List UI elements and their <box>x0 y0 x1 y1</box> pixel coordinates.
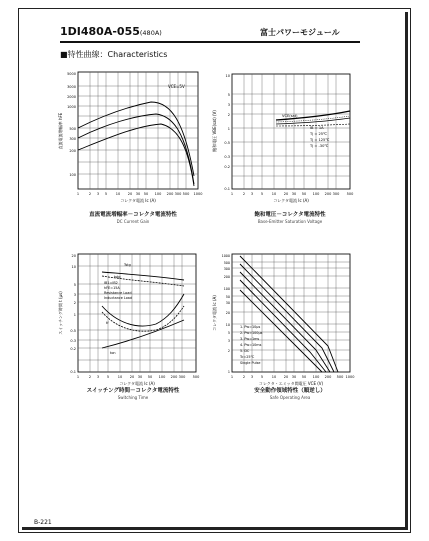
xtick: 10 <box>115 192 121 196</box>
ytick: 5 <box>227 331 230 335</box>
chart1-ylabel: 直流電流増幅率 hFE <box>58 112 63 150</box>
ytick: 0.3 <box>224 155 230 159</box>
annotation: Resistance Load <box>104 291 132 295</box>
chart3-xticks <box>77 375 199 379</box>
chart2-yticks <box>224 74 230 191</box>
xtick: 1 <box>230 192 234 196</box>
xtick: 50 <box>143 192 149 196</box>
annotation: Inductance Load <box>104 296 133 300</box>
ytick: 300 <box>223 267 230 271</box>
chart3-title-jp: スイッチング時間－コレクタ電流特性 <box>86 388 180 394</box>
chart4-xticks <box>231 375 355 379</box>
xtick: 3 <box>250 192 254 196</box>
xtick: 3 <box>96 192 100 196</box>
xtick: 5 <box>260 375 264 379</box>
ytick: 20 <box>225 311 230 315</box>
ytick: 20 <box>71 254 76 258</box>
curve-tf-inductive <box>102 306 184 331</box>
chart-switching-time <box>56 250 206 390</box>
ytick: 1 <box>227 127 230 131</box>
chart-soa <box>210 250 360 390</box>
chart4-ylabel: コレクタ電流 Ic (A) <box>212 295 217 331</box>
chart1-title-en: DC Current Gain <box>116 219 150 224</box>
curve-ton <box>102 320 184 348</box>
xtick: 50 <box>147 375 153 379</box>
annotation: 2. Pw=100μs <box>240 331 263 335</box>
ytick: 0.2 <box>224 165 230 169</box>
part-number <box>60 25 162 38</box>
xtick: 10 <box>271 192 277 196</box>
chart4-title-en: Safe Operating Area <box>269 395 311 400</box>
ytick: 5 <box>227 93 230 97</box>
annotation: Tj = -30℃ <box>310 144 329 148</box>
curve-tj-25 <box>78 114 194 184</box>
xtick: 100 <box>158 375 166 379</box>
chart1-title-jp: 直流電流増幅率－コレクタ電流特性 <box>89 212 177 218</box>
ytick: 10 <box>71 265 76 269</box>
annotation: IB = 1A <box>310 126 324 130</box>
xtick: 300 <box>332 192 340 196</box>
xtick: 1000 <box>193 192 203 196</box>
chart3-caption <box>48 386 218 400</box>
chart4-yticks <box>222 254 230 374</box>
xtick: 50 <box>301 192 307 196</box>
xtick: 500 <box>192 375 200 379</box>
ytick: 2 <box>73 301 76 305</box>
ytick: 500 <box>223 261 230 265</box>
ytick: 1 <box>227 370 230 374</box>
chart-sat-voltage <box>210 66 360 206</box>
chart1-xlabel: コレクタ電流 Ic (A) <box>120 198 156 203</box>
chart4-caption <box>205 386 375 400</box>
ytick: 100 <box>69 173 76 177</box>
ytick: 3 <box>73 293 76 297</box>
chart3-xlabel: コレクタ電流 Ic (A) <box>119 381 155 386</box>
ytick: 10 <box>225 74 230 78</box>
ytick: 3 <box>227 103 230 107</box>
ytick: 2000 <box>67 95 76 99</box>
annotation: 3. Pw=1ms <box>240 337 260 341</box>
ytick: 0.5 <box>224 141 230 145</box>
ytick: 2 <box>227 349 230 353</box>
xtick: 5 <box>104 192 108 196</box>
curve-tj-125 <box>78 102 194 176</box>
chart-grid <box>232 74 350 189</box>
ytick: 2 <box>227 113 230 117</box>
header-rule <box>60 41 360 43</box>
xtick: 200 <box>324 375 332 379</box>
annotation: ton <box>110 351 116 355</box>
part-number-suffix: (480A) <box>139 29 162 37</box>
xtick: 1 <box>230 375 234 379</box>
chart2-title-en: Base-Emitter Saturation Voltage <box>257 219 323 224</box>
xtick: 2 <box>242 375 246 379</box>
chart4-annotations <box>239 325 263 365</box>
xtick: 20 <box>283 192 289 196</box>
ytick: 100 <box>223 287 230 291</box>
xtick: 20 <box>127 192 133 196</box>
ytick: 1 <box>73 313 76 317</box>
xtick: 20 <box>283 375 289 379</box>
chart1-caption <box>48 210 218 224</box>
chart3-title-en: Switching Time <box>117 395 149 400</box>
xtick: 2 <box>242 192 246 196</box>
annotation: tf <box>106 321 109 325</box>
xtick: 500 <box>336 375 344 379</box>
chart2-xlabel: コレクタ電流 Ic (A) <box>273 198 309 203</box>
curve-tj-m30 <box>78 124 194 186</box>
section-title: ■特性曲線：Characteristics <box>60 50 168 59</box>
ytick: 30 <box>225 301 230 305</box>
chart4-xlabel: コレクタ・エミッタ間電圧 VCE (V) <box>258 381 324 386</box>
annotation: VCE(sat) <box>282 114 298 118</box>
xtick: 30 <box>291 375 297 379</box>
chart3-ylabel: スイッチング時間 t (μs) <box>58 291 63 335</box>
xtick: 100 <box>312 192 320 196</box>
chart3-yticks <box>70 254 76 374</box>
chart2-ylabel: 飽和電圧 VBE(sat) (V) <box>212 110 217 152</box>
xtick: 10 <box>271 375 277 379</box>
annotation: Tc=25℃ <box>240 355 255 359</box>
chart2-caption <box>205 210 375 224</box>
xtick: 2 <box>88 375 92 379</box>
chart-grid <box>78 72 198 189</box>
xtick: 300 <box>178 375 186 379</box>
manufacturer-label: 富士パワーモジュール <box>260 28 340 37</box>
ytick: 50 <box>225 295 230 299</box>
chart4-title-jp: 安全動作領域特性（順逆し） <box>254 388 326 394</box>
ytick: 200 <box>69 149 76 153</box>
ytick: 200 <box>223 275 230 279</box>
part-number-main: 1DI480A-055 <box>60 25 140 38</box>
xtick: 200 <box>170 375 178 379</box>
xtick: 5 <box>260 192 264 196</box>
xtick: 3 <box>96 375 100 379</box>
chart-dc-current-gain <box>56 66 206 206</box>
xtick: 1000 <box>345 375 355 379</box>
xtick: 500 <box>346 192 354 196</box>
ytick: 3000 <box>67 85 76 89</box>
ytick: 0.1 <box>70 370 76 374</box>
ytick: 300 <box>69 137 76 141</box>
annotation: 5. DC <box>240 349 250 353</box>
ytick: 0.3 <box>70 339 76 343</box>
annotation: Single Pulse <box>240 361 261 365</box>
ytick: 5000 <box>67 72 76 76</box>
chart1-yticks <box>67 72 76 177</box>
annotation: 1. Pw=10μs <box>240 325 261 329</box>
xtick: 1 <box>76 375 80 379</box>
xtick: 2 <box>88 192 92 196</box>
xtick: 100 <box>312 375 320 379</box>
xtick: 30 <box>135 192 141 196</box>
annotation: hFE=15A <box>104 286 120 290</box>
xtick: 30 <box>291 192 297 196</box>
chart2-xticks <box>231 192 353 196</box>
annotation: 4. Pw=10ms <box>240 343 262 347</box>
xtick: 200 <box>324 192 332 196</box>
page-number: B-221 <box>34 519 52 526</box>
xtick: 300 <box>174 192 182 196</box>
xtick: 50 <box>301 375 307 379</box>
xtick: 20 <box>129 375 135 379</box>
xtick: 200 <box>166 192 174 196</box>
xtick: 30 <box>137 375 143 379</box>
annotation: Tj = 25℃ <box>310 132 328 136</box>
chart1-annotation: VCE=5V <box>168 84 185 89</box>
chart2-title-jp: 飽和電圧－コレクタ電流特性 <box>254 212 326 218</box>
annotation: IB1=IB2 <box>104 281 118 285</box>
chart1-xticks <box>77 192 203 196</box>
ytick: 1000 <box>67 105 76 109</box>
xtick: 1 <box>76 192 80 196</box>
ytick: 3 <box>227 339 230 343</box>
xtick: 3 <box>250 375 254 379</box>
xtick: 500 <box>182 192 190 196</box>
annotation: Tstg <box>124 263 131 267</box>
ytick: 0.2 <box>70 347 76 351</box>
ytick: 5 <box>73 283 76 287</box>
chart-grid <box>78 254 196 372</box>
xtick: 10 <box>117 375 123 379</box>
ytick: 0.5 <box>70 329 76 333</box>
ytick: 10 <box>225 323 230 327</box>
annotation: tstg <box>114 275 121 279</box>
ytick: 0.1 <box>224 187 230 191</box>
annotation: Tj = 125℃ <box>310 138 330 142</box>
ytick: 1000 <box>221 254 230 258</box>
xtick: 5 <box>106 375 110 379</box>
xtick: 100 <box>154 192 162 196</box>
ytick: 500 <box>69 127 76 131</box>
